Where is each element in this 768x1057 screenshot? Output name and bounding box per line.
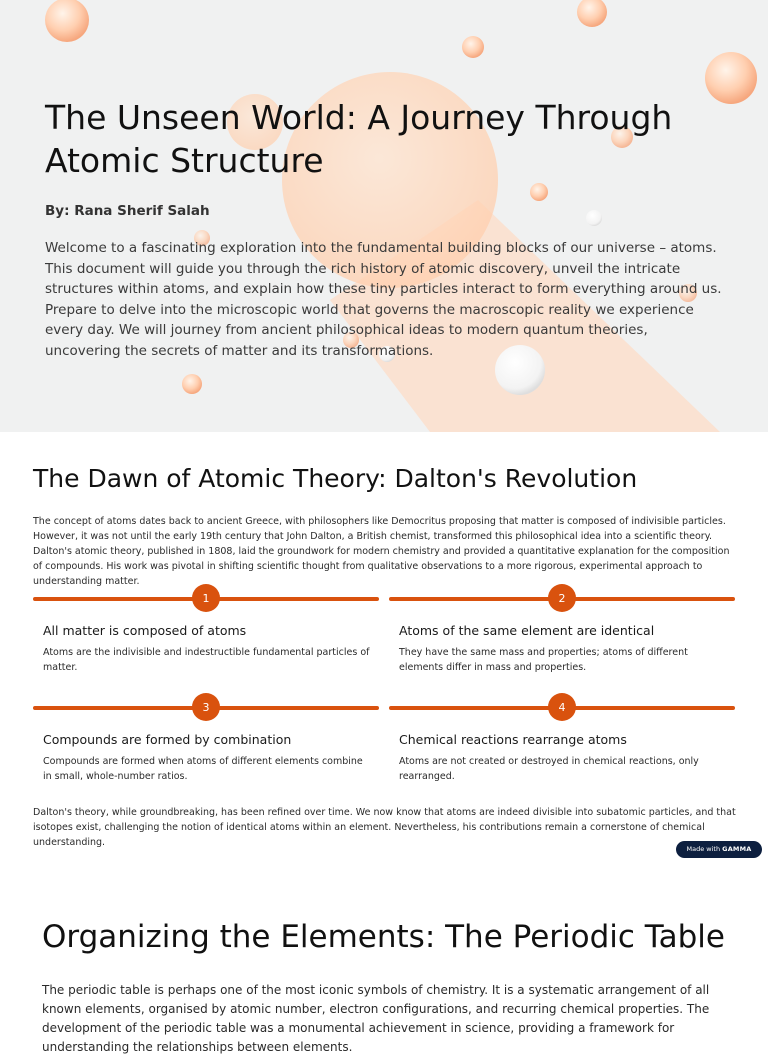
postulate-heading: All matter is composed of atoms xyxy=(43,623,247,638)
dalton-intro-paragraph: The concept of atoms dates back to ancient Greece, with philosophers like Democritus proposing that matter is composed of indivisible particles. However, it was not until the early 19th century that John Dalton, a British chemist, transformed this philosophical idea into a scientific theory. Dalton's atomic theory, published in 1808, laid the groundwork for modern chemistry and provided a quantitative explanation for the composition of compounds. His work was pivotal in shifting scientific thought from qualitative observations to a more rigorous, experimental approach to understanding matter. xyxy=(33,516,730,587)
section-title-dalton: The Dawn of Atomic Theory: Dalton's Revolution xyxy=(33,464,638,493)
author-byline: By: Rana Sherif Salah xyxy=(45,203,210,219)
postulate-text: Compounds are formed when atoms of different elements combine in small, whole-number ratios. xyxy=(43,756,363,782)
made-with-label: Made with xyxy=(686,845,721,853)
page-title: The Unseen World: A Journey Through Atomic Structure xyxy=(45,98,673,180)
postulate-text: Atoms are the indivisible and indestructible fundamental particles of matter. xyxy=(43,647,370,673)
intro-paragraph: Welcome to a fascinating exploration into the fundamental building blocks of our universe – atoms. This document will guide you through the rich history of atomic discovery, unveil the intricate structures within atoms, and explain how these tiny particles interact to form everything around us. Prepare to delve into the microscopic world that governs the macroscopic reality we experience every day. We will journey from ancient philosophical ideas to modern quantum theories, uncovering the secrets of matter and its transformations. xyxy=(45,240,722,359)
step-number-badge: 2 xyxy=(548,584,576,612)
step-number-badge: 4 xyxy=(548,693,576,721)
gamma-logo-text: GAMMA xyxy=(722,845,752,853)
step-number-badge: 3 xyxy=(192,693,220,721)
periodic-intro-paragraph: The periodic table is perhaps one of the most iconic symbols of chemistry. It is a systematic arrangement of all known elements, organised by atomic number, electron configurations, and recurring chemical properties. The development of the periodic table was a monumental achievement in science, providing a framework for understanding the relationships between elements. xyxy=(42,983,710,1054)
postulate-text: They have the same mass and properties; atoms of different elements differ in mass and properties. xyxy=(399,647,688,673)
hero-section xyxy=(0,0,768,432)
step-number-badge: 1 xyxy=(192,584,220,612)
postulate-text: Atoms are not created or destroyed in chemical reactions, only rearranged. xyxy=(399,756,699,782)
dalton-outro-paragraph: Dalton's theory, while groundbreaking, has been refined over time. We now know that atoms are indeed divisible into subatomic particles, and that isotopes exist, challenging the notion of identical atoms within an element. Nevertheless, his contributions remain a cornerstone of chemical understanding. xyxy=(33,807,736,848)
postulate-heading: Compounds are formed by combination xyxy=(43,732,292,747)
postulate-heading: Atoms of the same element are identical xyxy=(399,623,655,638)
postulate-heading: Chemical reactions rearrange atoms xyxy=(399,732,627,747)
section-title-periodic: Organizing the Elements: The Periodic Table xyxy=(42,919,725,955)
made-with-gamma-badge[interactable] xyxy=(676,841,762,858)
